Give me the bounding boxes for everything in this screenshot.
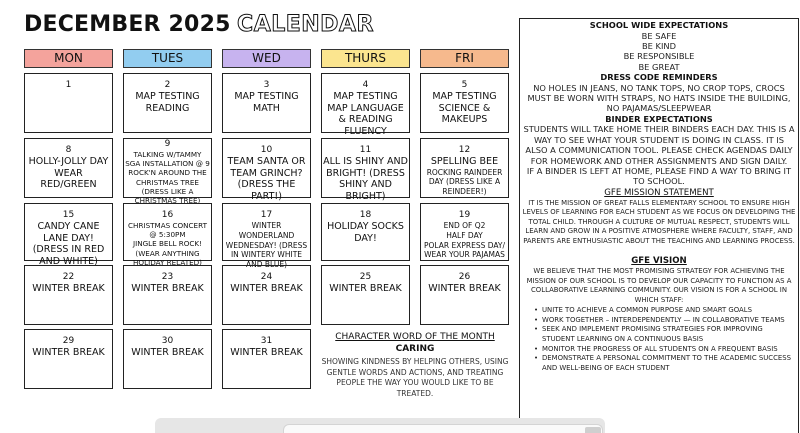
day-number: 18 [359,210,372,220]
character-word-section [320,331,510,399]
day-cell-4 [321,73,410,137]
day-cell-15 [24,203,113,267]
day-number: 25 [359,272,372,282]
day-event: TALKING W/TAMMY SGA INSTALLATION @ 9 ROCK'N AROUND THE CHRISTMAS TREE (DRESS LIKE A CHRISTMAS TREE) [125,150,210,206]
character-word: CARING [395,344,435,354]
expectations-title: SCHOOL WIDE EXPECTATIONS [589,20,729,30]
bottom-tab[interactable] [283,424,603,433]
day-event: WINTER BREAK [131,347,204,358]
header-tues: TUES [123,49,212,68]
vision-title: GFE VISION [631,256,687,267]
day-number: 9 [164,139,171,149]
expectation-item: BE GREAT [638,61,680,72]
vision-list [534,306,796,373]
day-event: TEAM SANTA OR TEAM GRINCH? (DRESS THE PART!) [227,156,306,202]
day-event: CHRISTMAS CONCERT @ 5:30PM [128,221,207,240]
day-cell-23 [123,265,212,325]
header-mon: MON [24,49,113,68]
day-cell-10 [222,138,311,202]
page-title [24,12,374,44]
day-cell-25 [321,265,410,325]
binder-text-2: IF A BINDER IS LEFT AT HOME, PLEASE FIND A WAY TO BRING IT TO SCHOOL. [526,165,792,187]
vision-list-item: • DEMONSTRATE A PERSONAL COMMITMENT TO THE ACADEMIC SUCCESS AND WELL-BEING OF EACH STUDENT [534,354,796,373]
day-event: CANDY CANE LANE DAY! (DRESS IN RED AND WHITE) [32,221,105,267]
day-cell-2 [123,73,212,133]
day-number: 26 [458,272,471,282]
day-event: END OF Q2 [443,221,486,230]
day-cell-30 [123,329,212,389]
day-cell-3 [222,73,311,133]
vision-text: WE BELIEVE THAT THE MOST PROMISING STRATEGY FOR ACHIEVING THE MISSION OF OUR SCHOOL IS TO DEVELOP OUR CAPACITY TO FUNCTION AS A COLLABORATIVE LEARNING COMMUNITY. OUR VISION IS FOR A SCHOOL IN WHICH STAFF: [526,267,792,304]
vision-list-item: • WORK TOGETHER – INTERDEPENDENTLY — IN COLLABORATIVE TEAMS [534,316,796,326]
day-cell-8 [24,138,113,198]
day-event: MAP TESTING MAP LANGUAGE & READING FLUENCY [327,91,404,137]
day-number: 11 [359,145,372,155]
expectation-item: BE SAFE [641,30,677,41]
day-event: WINTER BREAK [428,283,501,294]
expectation-item: BE KIND [641,40,677,51]
day-cell-19 [420,203,509,261]
day-number: 5 [461,80,468,90]
day-event: WINTER BREAK [32,283,105,294]
day-event: WINTER WONDERLAND WEDNESDAY! (DRESS IN WINTERY WHITE AND BLUE) [225,221,308,270]
day-cell-5 [420,73,509,133]
day-event: HOLIDAY SOCKS DAY! [327,221,404,244]
binder-title: BINDER EXPECTATIONS [605,113,713,124]
day-cell-26 [420,265,509,325]
dress-code-title: DRESS CODE REMINDERS [600,72,718,83]
day-event: ALL IS SHINY AND BRIGHT! (DRESS SHINY AND BRIGHT) [323,156,408,202]
day-cell-12 [420,138,509,198]
day-event-detail: HALF DAY [446,230,483,240]
day-number: 22 [62,272,75,282]
day-number: 31 [260,336,273,346]
info-panel [519,18,799,433]
day-event-detail: POLAR EXPRESS DAY/ WEAR YOUR PAJAMAS [423,240,506,260]
day-event: SPELLING BEE [430,156,499,167]
day-cell-31 [222,329,311,389]
day-number: 1 [65,80,72,90]
day-event: WINTER BREAK [329,283,402,294]
day-number: 12 [458,145,471,155]
day-event: WINTER BREAK [230,347,303,358]
character-word-title: CHARACTER WORD OF THE MONTH [335,332,495,342]
day-cell-17 [222,203,311,270]
day-number: 15 [62,210,75,220]
day-number: 30 [161,336,174,346]
day-number: 29 [62,336,75,346]
day-event-detail: ROCKING RAINDEER DAY (DRESS LIKE A REINDEER!) [426,167,503,197]
expectation-item: BE RESPONSIBLE [623,51,695,62]
title-main: DECEMBER 2025 [24,12,231,37]
day-cell-18 [321,203,410,261]
day-number: 10 [260,145,273,155]
day-event-detail: JINGLE BELL ROCK! (WEAR ANYTHING HOLIDAY RELATED) [132,239,203,267]
day-cell-24 [222,265,311,325]
character-word-description: SHOWING KINDNESS BY HELPING OTHERS, USING GENTLE WORDS AND ACTIONS, AND TREATING PEOPLE THE WAY YOU WOULD LIKE TO BE TREATED. [321,357,509,398]
day-cell-1 [24,73,113,133]
day-cell-9 [123,138,212,206]
header-wed: WED [222,49,311,68]
day-number: 2 [164,80,171,90]
day-number: 19 [458,210,471,220]
dress-code-text: NO HOLES IN JEANS, NO TANK TOPS, NO CROP TOPS, CROCS MUST BE WORN WITH STRAPS, NO HATS INSIDE THE BUILDING, NO PAJAMAS/SLEEPWEAR [527,82,791,114]
day-number: 23 [161,272,174,282]
day-event: WINTER BREAK [230,283,303,294]
day-event: WINTER BREAK [32,347,105,358]
day-event: MAP TESTING MATH [234,91,299,114]
mission-title: GFE MISSION STATEMENT [604,187,714,198]
day-cell-11 [321,138,410,202]
header-thurs: THURS [321,49,410,68]
day-event: WINTER BREAK [131,283,204,294]
title-outline: CALENDAR [237,12,374,37]
day-event: MAP TESTING READING [135,91,200,114]
vision-list-item: • SEEK AND IMPLEMENT PROMISING STRATEGIES FOR IMPROVING STUDENT LEARNING ON A CONTINUOUS BASIS [534,325,796,344]
day-number: 3 [263,80,270,90]
binder-text: STUDENTS WILL TAKE HOME THEIR BINDERS EACH DAY. THIS IS A WAY TO SEE WHAT YOUR STUDENT IS DOING IN CLASS. IT IS ALSO A COMMUNICATION TOOL. PLEASE CHECK AGENDAS DAILY FOR HOMEWORK AND OTHER ASSIGNMENTS AND SIGN DAILY. [523,124,795,166]
day-cell-22 [24,265,113,325]
day-number: 4 [362,80,369,90]
day-number: 17 [260,210,273,220]
header-fri: FRI [420,49,509,68]
day-cell-29 [24,329,113,389]
day-event: HOLLY-JOLLY DAY WEAR RED/GREEN [28,156,109,190]
bottom-tab-button[interactable] [585,427,601,433]
day-number: 24 [260,272,273,282]
vision-list-item: • UNITE TO ACHIEVE A COMMON PURPOSE AND SMART GOALS [534,306,796,316]
day-cell-16 [123,203,212,267]
day-event: MAP TESTING SCIENCE & MAKEUPS [432,91,497,125]
day-number: 16 [161,210,174,220]
vision-list-item: • MONITOR THE PROGRESS OF ALL STUDENTS ON A FREQUENT BASIS [534,345,796,355]
day-number: 8 [65,145,72,155]
mission-text: IT IS THE MISSION OF GREAT FALLS ELEMENTARY SCHOOL TO ENSURE HIGH LEVELS OF LEARNING FOR EACH STUDENT AS WE FOCUS ON DEVELOPING THE TOTAL CHILD. THROUGH A CULTURE OF MUTUAL RESPECT, STUDENTS WILL LEARN AND GROW IN A POSITIVE ATMOSPHERE WHERE FACULTY, STAFF, AND PARENTS ARE ENTHUSIASTIC ABOUT THE TEACHING AND LEARNING PROCESS. [522,198,796,245]
